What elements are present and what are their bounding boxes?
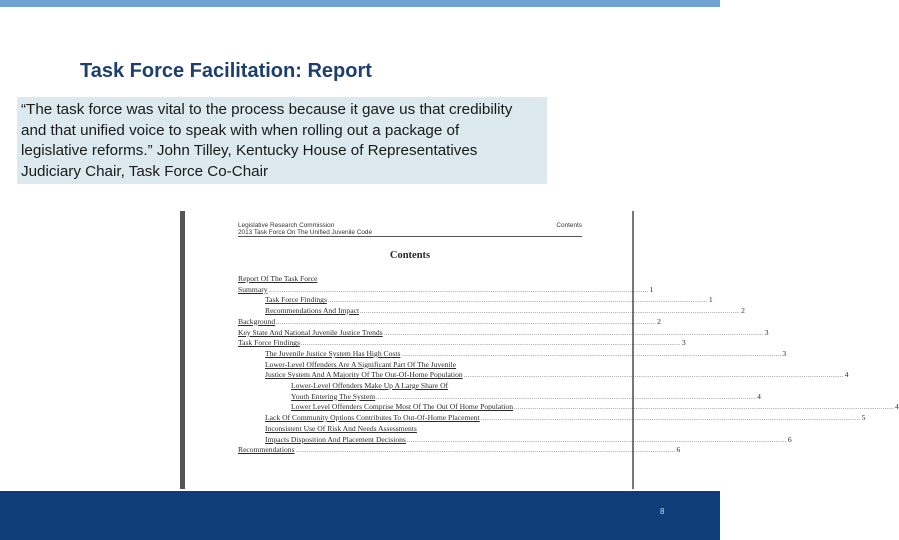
- toc-entry-label: Inconsistent Use Of Risk And Needs Assessments: [265, 423, 417, 433]
- toc-entry-label: Lower-Level Offenders Are A Significant Part Of The Juvenile: [265, 359, 457, 369]
- doc-header-org: Legislative Research Commission: [238, 222, 335, 229]
- toc-dot-leader: ........................................................................................................................................................................................................: [276, 319, 657, 326]
- quote-line: and that unified voice to speak with when rolling out a package of: [21, 121, 460, 139]
- quote-line: legislative reforms.” John Tilley, Kentucky House of Representatives: [21, 142, 478, 160]
- doc-header-section: Contents: [556, 222, 582, 229]
- footer-bar: [0, 491, 720, 540]
- toc-dot-leader: ........................................................................................................................................................................................................: [514, 405, 895, 412]
- toc-entry: [265, 348, 787, 359]
- toc-entry-page: 5: [861, 413, 866, 423]
- slide-number: 8: [660, 507, 665, 516]
- toc-entry-page: 3: [764, 327, 769, 337]
- toc-entry: [238, 316, 661, 327]
- toc-entry-label: The Juvenile Justice System Has High Costs: [265, 348, 401, 358]
- toc-entry: [265, 370, 849, 380]
- toc-entry-label: Report Of The Task Force: [238, 274, 318, 283]
- toc-entry: [265, 424, 582, 434]
- toc-entry: [265, 295, 713, 305]
- toc-entry-page: 4: [757, 391, 761, 401]
- toc-dot-leader: ........................................................................................................................................................................................................: [463, 373, 844, 380]
- toc-entry-label: Task Force Findings: [265, 295, 327, 305]
- toc-entry-label: Background: [238, 316, 276, 326]
- top-accent-bar: [0, 0, 720, 7]
- toc-dot-leader: ........................................................................................................................................................................................................: [480, 416, 861, 423]
- toc-entry-label: Justice System And A Majority Of The Out-Of-Home Population: [265, 370, 463, 380]
- toc-entry-page: 1: [708, 295, 713, 305]
- toc-entry: [265, 434, 792, 445]
- toc-entry-page: 4: [895, 402, 899, 412]
- toc-dot-leader: ........................................................................................................................................................................................................: [401, 351, 782, 358]
- report-image-edge-left: [180, 211, 185, 489]
- toc-entry: [265, 413, 866, 423]
- doc-header-rule: [238, 236, 582, 237]
- doc-header-report: 2013 Task Force On The Unified Juvenile Code: [238, 229, 373, 236]
- toc-entry-page: 3: [782, 348, 787, 358]
- toc-entry: [291, 381, 582, 391]
- toc-entry: [238, 274, 582, 284]
- toc-entry-label: Impacts Disposition And Placement Decisions: [265, 434, 406, 444]
- toc-dot-leader: ........................................................................................................................................................................................................: [360, 309, 741, 316]
- toc-entry-label: Summary: [238, 284, 268, 294]
- toc-entry: [238, 445, 681, 455]
- toc-entry-page: 6: [676, 445, 681, 455]
- toc-entry-label: Recommendations And Impact: [265, 306, 360, 316]
- toc-entry-page: 1: [649, 284, 654, 294]
- toc-dot-leader: ........................................................................................................................................................................................................: [295, 448, 676, 455]
- toc-entry: [265, 306, 745, 316]
- toc-entry-page: 3: [681, 338, 686, 348]
- toc-dot-leader: ........................................................................................................................................................................................................: [268, 287, 649, 294]
- toc-dot-leader: ........................................................................................................................................................................................................: [383, 330, 764, 337]
- toc-entry: [291, 402, 899, 412]
- toc-entry-label: Lower-Level Offenders Make Up A Large Share Of: [291, 381, 449, 390]
- quote-box: [17, 97, 547, 184]
- toc-entry: [265, 360, 582, 370]
- toc-entry-label: Lack Of Community Options Contributes To Out-Of-Home Placement: [265, 413, 480, 423]
- report-contents-page: [238, 222, 899, 484]
- slide-title: Task Force Facilitation: Report: [80, 60, 372, 82]
- toc-dot-leader: ........................................................................................................................................................................................................: [376, 394, 757, 401]
- toc-entry-label: Key State And National Juvenile Justice Trends: [238, 327, 383, 337]
- toc-entry-page: 6: [787, 434, 792, 444]
- toc-entry-label: Youth Entering The System: [291, 391, 376, 401]
- toc-entry: [238, 338, 686, 348]
- toc-dot-leader: ........................................................................................................................................................................................................: [406, 437, 787, 444]
- toc-entry-label: Task Force Findings: [238, 338, 300, 348]
- toc-dot-leader: ........................................................................................................................................................................................................: [300, 341, 681, 348]
- quote-line: “The task force was vital to the process because it gave us that credibility: [21, 101, 513, 118]
- toc-entry-label: Lower Level Offenders Comprise Most Of The Out Of Home Population: [291, 402, 514, 412]
- toc-entry: [291, 391, 761, 402]
- toc-entry-label: Recommendations: [238, 445, 295, 455]
- doc-contents-heading: Contents: [389, 250, 431, 261]
- toc-entry-page: 2: [741, 306, 745, 316]
- toc-entry-page: 4: [844, 370, 849, 380]
- toc-dot-leader: ........................................................................................................................................................................................................: [327, 298, 708, 305]
- toc-entry-page: 2: [657, 316, 661, 326]
- quote-line: Judiciary Chair, Task Force Co-Chair: [21, 162, 269, 180]
- toc-entry: [238, 327, 769, 338]
- toc-entry: [238, 284, 654, 295]
